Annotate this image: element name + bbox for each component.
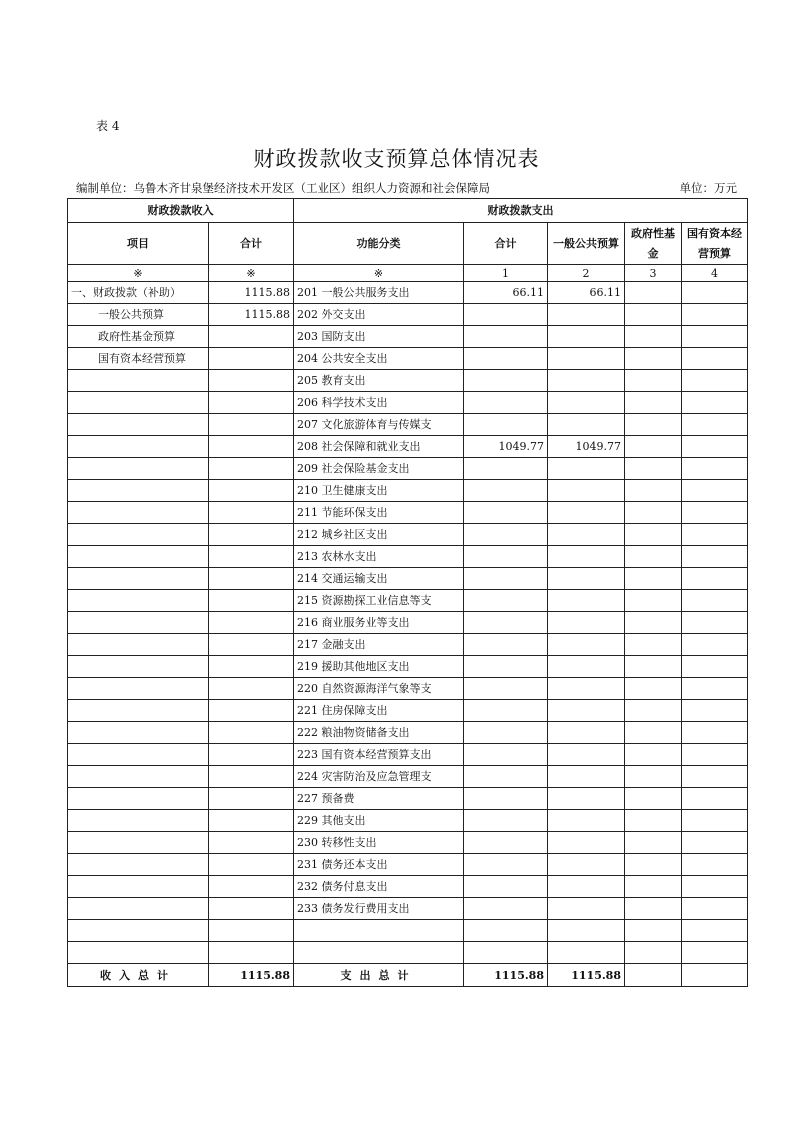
table-row bbox=[68, 788, 748, 810]
index-cell: ※ bbox=[68, 265, 209, 282]
gov-fund-cell bbox=[625, 502, 682, 524]
income-total-cell bbox=[209, 414, 294, 436]
table-row bbox=[68, 282, 748, 304]
income-item-cell bbox=[68, 370, 209, 392]
page-title: 财政拨款收支预算总体情况表 bbox=[253, 147, 540, 171]
income-total-cell: 1115.88 bbox=[209, 964, 294, 987]
income-item-cell bbox=[68, 700, 209, 722]
function-class-cell: 232 债务付息支出 bbox=[294, 876, 464, 898]
income-total-cell bbox=[209, 722, 294, 744]
table-row bbox=[68, 832, 748, 854]
expense-total-cell bbox=[464, 854, 548, 876]
gov-fund-cell bbox=[625, 568, 682, 590]
income-total-cell bbox=[209, 898, 294, 920]
function-class-cell: 204 公共安全支出 bbox=[294, 348, 464, 370]
income-item-cell bbox=[68, 810, 209, 832]
index-cell: 3 bbox=[625, 265, 682, 282]
general-budget-cell bbox=[548, 898, 625, 920]
header-gov-fund: 政府性基金 bbox=[625, 223, 682, 265]
general-budget-cell bbox=[548, 304, 625, 326]
gov-fund-cell bbox=[625, 942, 682, 964]
table-row bbox=[68, 766, 748, 788]
function-class-cell: 224 灾害防治及应急管理支 bbox=[294, 766, 464, 788]
gov-fund-cell bbox=[625, 678, 682, 700]
table-row bbox=[68, 326, 748, 348]
income-item-cell: 国有资本经营预算 bbox=[68, 348, 209, 370]
expense-total-cell bbox=[464, 524, 548, 546]
income-total-cell bbox=[209, 656, 294, 678]
income-item-cell bbox=[68, 480, 209, 502]
header-function-class: 功能分类 bbox=[294, 223, 464, 265]
general-budget-cell bbox=[548, 920, 625, 942]
gov-fund-cell bbox=[625, 876, 682, 898]
income-item-cell bbox=[68, 392, 209, 414]
general-budget-cell bbox=[548, 810, 625, 832]
gov-fund-cell bbox=[625, 590, 682, 612]
table-row bbox=[68, 392, 748, 414]
state-capital-cell bbox=[682, 282, 748, 304]
table-row bbox=[68, 700, 748, 722]
gov-fund-cell bbox=[625, 524, 682, 546]
general-budget-cell bbox=[548, 788, 625, 810]
general-budget-cell bbox=[548, 854, 625, 876]
income-total-cell bbox=[209, 392, 294, 414]
expense-total-cell bbox=[464, 348, 548, 370]
function-class-cell bbox=[294, 942, 464, 964]
table-row bbox=[68, 458, 748, 480]
income-total-cell bbox=[209, 436, 294, 458]
gov-fund-cell bbox=[625, 700, 682, 722]
state-capital-cell bbox=[682, 568, 748, 590]
income-item-cell bbox=[68, 634, 209, 656]
state-capital-cell bbox=[682, 502, 748, 524]
state-capital-cell bbox=[682, 920, 748, 942]
gov-fund-cell bbox=[625, 304, 682, 326]
state-capital-cell bbox=[682, 546, 748, 568]
expense-total-cell bbox=[464, 370, 548, 392]
expense-total-cell bbox=[464, 326, 548, 348]
totals-row bbox=[68, 964, 748, 987]
income-item-cell bbox=[68, 678, 209, 700]
income-total-cell bbox=[209, 502, 294, 524]
income-item-cell: 一、财政拨款（补助） bbox=[68, 282, 209, 304]
general-budget-cell bbox=[548, 524, 625, 546]
expense-total-cell: 1049.77 bbox=[464, 436, 548, 458]
function-class-cell: 213 农林水支出 bbox=[294, 546, 464, 568]
income-item-cell bbox=[68, 458, 209, 480]
gov-fund-cell bbox=[625, 898, 682, 920]
income-item-cell bbox=[68, 744, 209, 766]
income-item-cell bbox=[68, 656, 209, 678]
income-item-cell bbox=[68, 502, 209, 524]
general-budget-cell bbox=[548, 568, 625, 590]
state-capital-cell bbox=[682, 810, 748, 832]
table-row bbox=[68, 568, 748, 590]
general-budget-cell bbox=[548, 370, 625, 392]
general-budget-cell bbox=[548, 832, 625, 854]
table-row bbox=[68, 370, 748, 392]
expense-total-cell bbox=[464, 766, 548, 788]
income-total-cell bbox=[209, 612, 294, 634]
income-total-cell bbox=[209, 568, 294, 590]
expense-total-cell bbox=[464, 568, 548, 590]
table-row bbox=[68, 436, 748, 458]
index-cell: 4 bbox=[682, 265, 748, 282]
income-item-cell: 一般公共预算 bbox=[68, 304, 209, 326]
table-row bbox=[68, 854, 748, 876]
table-row bbox=[68, 942, 748, 964]
income-total-cell bbox=[209, 832, 294, 854]
expense-total-cell bbox=[464, 810, 548, 832]
gov-fund-cell bbox=[625, 832, 682, 854]
state-capital-cell bbox=[682, 854, 748, 876]
state-capital-cell bbox=[682, 304, 748, 326]
header-income-total: 合计 bbox=[209, 223, 294, 265]
gov-fund-cell bbox=[625, 810, 682, 832]
income-total-cell bbox=[209, 788, 294, 810]
income-total-cell bbox=[209, 854, 294, 876]
income-item-cell bbox=[68, 524, 209, 546]
income-total-cell bbox=[209, 766, 294, 788]
expense-total-cell: 1115.88 bbox=[464, 964, 548, 987]
function-class-cell: 229 其他支出 bbox=[294, 810, 464, 832]
table-row bbox=[68, 546, 748, 568]
state-capital-cell bbox=[682, 788, 748, 810]
expense-total-cell bbox=[464, 700, 548, 722]
gov-fund-cell bbox=[625, 722, 682, 744]
state-capital-cell bbox=[682, 370, 748, 392]
table-row bbox=[68, 480, 748, 502]
function-class-cell: 223 国有资本经营预算支出 bbox=[294, 744, 464, 766]
gov-fund-cell bbox=[625, 612, 682, 634]
income-item-cell bbox=[68, 436, 209, 458]
gov-fund-cell bbox=[625, 546, 682, 568]
expense-total-cell bbox=[464, 876, 548, 898]
expense-total-cell bbox=[464, 590, 548, 612]
income-total-cell bbox=[209, 810, 294, 832]
income-total-cell: 1115.88 bbox=[209, 282, 294, 304]
function-class-cell: 222 粮油物资储备支出 bbox=[294, 722, 464, 744]
income-total-cell bbox=[209, 348, 294, 370]
gov-fund-cell bbox=[625, 854, 682, 876]
gov-fund-cell bbox=[625, 348, 682, 370]
income-total-cell: 1115.88 bbox=[209, 304, 294, 326]
gov-fund-cell bbox=[625, 634, 682, 656]
table-row bbox=[68, 348, 748, 370]
function-class-cell: 227 预备费 bbox=[294, 788, 464, 810]
general-budget-cell: 1049.77 bbox=[548, 436, 625, 458]
function-class-cell: 207 文化旅游体育与传媒支 bbox=[294, 414, 464, 436]
expense-total-cell bbox=[464, 678, 548, 700]
index-cell: ※ bbox=[294, 265, 464, 282]
organization-label: 编制单位：乌鲁木齐甘泉堡经济技术开发区（工业区）组织人力资源和社会保障局 bbox=[76, 181, 490, 195]
index-row bbox=[68, 265, 748, 282]
expense-total-cell bbox=[464, 480, 548, 502]
gov-fund-cell bbox=[625, 414, 682, 436]
general-budget-cell bbox=[548, 480, 625, 502]
function-class-cell: 208 社会保障和就业支出 bbox=[294, 436, 464, 458]
state-capital-cell bbox=[682, 414, 748, 436]
general-budget-cell: 1115.88 bbox=[548, 964, 625, 987]
general-budget-cell bbox=[548, 326, 625, 348]
income-total-cell bbox=[209, 590, 294, 612]
income-total-cell bbox=[209, 678, 294, 700]
state-capital-cell bbox=[682, 326, 748, 348]
income-total-label: 收入总计 bbox=[68, 964, 209, 987]
expense-total-cell bbox=[464, 832, 548, 854]
income-total-cell bbox=[209, 876, 294, 898]
general-budget-cell bbox=[548, 458, 625, 480]
gov-fund-cell bbox=[625, 436, 682, 458]
gov-fund-cell bbox=[625, 480, 682, 502]
expense-total-cell bbox=[464, 392, 548, 414]
function-class-cell: 231 债务还本支出 bbox=[294, 854, 464, 876]
state-capital-cell bbox=[682, 898, 748, 920]
expense-total-cell: 66.11 bbox=[464, 282, 548, 304]
expense-total-cell bbox=[464, 920, 548, 942]
state-capital-cell bbox=[682, 436, 748, 458]
gov-fund-cell bbox=[625, 326, 682, 348]
header-state-capital: 国有资本经营预算 bbox=[682, 223, 748, 265]
table-row bbox=[68, 414, 748, 436]
gov-fund-cell bbox=[625, 964, 682, 987]
expense-total-cell bbox=[464, 414, 548, 436]
index-cell: 1 bbox=[464, 265, 548, 282]
function-class-cell: 211 节能环保支出 bbox=[294, 502, 464, 524]
gov-fund-cell bbox=[625, 744, 682, 766]
function-class-cell: 216 商业服务业等支出 bbox=[294, 612, 464, 634]
table-row bbox=[68, 876, 748, 898]
index-cell: 2 bbox=[548, 265, 625, 282]
state-capital-cell bbox=[682, 766, 748, 788]
header-expense-total: 合计 bbox=[464, 223, 548, 265]
function-class-cell: 221 住房保障支出 bbox=[294, 700, 464, 722]
income-item-cell bbox=[68, 788, 209, 810]
function-class-cell: 233 债务发行费用支出 bbox=[294, 898, 464, 920]
table-row bbox=[68, 590, 748, 612]
general-budget-cell: 66.11 bbox=[548, 282, 625, 304]
header-item: 项目 bbox=[68, 223, 209, 265]
gov-fund-cell bbox=[625, 766, 682, 788]
expense-total-label: 支出总计 bbox=[294, 964, 464, 987]
gov-fund-cell bbox=[625, 458, 682, 480]
expense-total-cell bbox=[464, 502, 548, 524]
general-budget-cell bbox=[548, 612, 625, 634]
income-item-cell bbox=[68, 722, 209, 744]
table-row bbox=[68, 898, 748, 920]
general-budget-cell bbox=[548, 700, 625, 722]
general-budget-cell bbox=[548, 634, 625, 656]
income-total-cell bbox=[209, 700, 294, 722]
header-row-columns bbox=[68, 223, 748, 265]
function-class-cell: 210 卫生健康支出 bbox=[294, 480, 464, 502]
table-row bbox=[68, 920, 748, 942]
function-class-cell: 214 交通运输支出 bbox=[294, 568, 464, 590]
income-total-cell bbox=[209, 744, 294, 766]
expense-total-cell bbox=[464, 612, 548, 634]
state-capital-cell bbox=[682, 678, 748, 700]
state-capital-cell bbox=[682, 348, 748, 370]
general-budget-cell bbox=[548, 722, 625, 744]
income-item-cell: 政府性基金预算 bbox=[68, 326, 209, 348]
state-capital-cell bbox=[682, 612, 748, 634]
general-budget-cell bbox=[548, 546, 625, 568]
function-class-cell: 203 国防支出 bbox=[294, 326, 464, 348]
expense-total-cell bbox=[464, 634, 548, 656]
table-row bbox=[68, 810, 748, 832]
table-row bbox=[68, 612, 748, 634]
state-capital-cell bbox=[682, 392, 748, 414]
expense-total-cell bbox=[464, 942, 548, 964]
state-capital-cell bbox=[682, 744, 748, 766]
table-row bbox=[68, 304, 748, 326]
function-class-cell: 209 社会保险基金支出 bbox=[294, 458, 464, 480]
general-budget-cell bbox=[548, 766, 625, 788]
state-capital-cell bbox=[682, 656, 748, 678]
table-row bbox=[68, 634, 748, 656]
function-class-cell: 201 一般公共服务支出 bbox=[294, 282, 464, 304]
state-capital-cell bbox=[682, 634, 748, 656]
state-capital-cell bbox=[682, 700, 748, 722]
gov-fund-cell bbox=[625, 656, 682, 678]
function-class-cell: 205 教育支出 bbox=[294, 370, 464, 392]
function-class-cell: 202 外交支出 bbox=[294, 304, 464, 326]
income-item-cell bbox=[68, 590, 209, 612]
state-capital-cell bbox=[682, 942, 748, 964]
expense-total-cell bbox=[464, 722, 548, 744]
income-item-cell bbox=[68, 414, 209, 436]
function-class-cell: 217 金融支出 bbox=[294, 634, 464, 656]
table-number: 表 4 bbox=[96, 119, 120, 133]
income-total-cell bbox=[209, 634, 294, 656]
expense-total-cell bbox=[464, 546, 548, 568]
income-item-cell bbox=[68, 766, 209, 788]
income-item-cell bbox=[68, 942, 209, 964]
expense-total-cell bbox=[464, 304, 548, 326]
gov-fund-cell bbox=[625, 920, 682, 942]
general-budget-cell bbox=[548, 744, 625, 766]
income-item-cell bbox=[68, 612, 209, 634]
table-row bbox=[68, 678, 748, 700]
header-income: 财政拨款收入 bbox=[68, 199, 294, 223]
state-capital-cell bbox=[682, 458, 748, 480]
income-item-cell bbox=[68, 920, 209, 942]
general-budget-cell bbox=[548, 502, 625, 524]
function-class-cell: 206 科学技术支出 bbox=[294, 392, 464, 414]
income-total-cell bbox=[209, 920, 294, 942]
general-budget-cell bbox=[548, 392, 625, 414]
function-class-cell: 215 资源勘探工业信息等支 bbox=[294, 590, 464, 612]
gov-fund-cell bbox=[625, 788, 682, 810]
general-budget-cell bbox=[548, 414, 625, 436]
state-capital-cell bbox=[682, 524, 748, 546]
income-item-cell bbox=[68, 898, 209, 920]
expense-total-cell bbox=[464, 458, 548, 480]
general-budget-cell bbox=[548, 590, 625, 612]
table-row bbox=[68, 722, 748, 744]
general-budget-cell bbox=[548, 942, 625, 964]
income-total-cell bbox=[209, 480, 294, 502]
income-total-cell bbox=[209, 458, 294, 480]
table-row bbox=[68, 744, 748, 766]
income-item-cell bbox=[68, 546, 209, 568]
header-general-budget: 一般公共预算 bbox=[548, 223, 625, 265]
state-capital-cell bbox=[682, 876, 748, 898]
table-row bbox=[68, 656, 748, 678]
state-capital-cell bbox=[682, 722, 748, 744]
function-class-cell: 220 自然资源海洋气象等支 bbox=[294, 678, 464, 700]
table-row bbox=[68, 502, 748, 524]
function-class-cell bbox=[294, 920, 464, 942]
header-expense: 财政拨款支出 bbox=[294, 199, 748, 223]
gov-fund-cell bbox=[625, 282, 682, 304]
header-row-groups bbox=[68, 199, 748, 223]
expense-total-cell bbox=[464, 656, 548, 678]
income-item-cell bbox=[68, 832, 209, 854]
function-class-cell: 230 转移性支出 bbox=[294, 832, 464, 854]
expense-total-cell bbox=[464, 744, 548, 766]
budget-table bbox=[67, 198, 748, 987]
expense-total-cell bbox=[464, 788, 548, 810]
income-total-cell bbox=[209, 942, 294, 964]
function-class-cell: 219 援助其他地区支出 bbox=[294, 656, 464, 678]
income-total-cell bbox=[209, 546, 294, 568]
gov-fund-cell bbox=[625, 370, 682, 392]
index-cell: ※ bbox=[209, 265, 294, 282]
expense-total-cell bbox=[464, 898, 548, 920]
state-capital-cell bbox=[682, 480, 748, 502]
general-budget-cell bbox=[548, 348, 625, 370]
income-total-cell bbox=[209, 326, 294, 348]
general-budget-cell bbox=[548, 656, 625, 678]
income-item-cell bbox=[68, 854, 209, 876]
income-total-cell bbox=[209, 370, 294, 392]
function-class-cell: 212 城乡社区支出 bbox=[294, 524, 464, 546]
income-item-cell bbox=[68, 568, 209, 590]
gov-fund-cell bbox=[625, 392, 682, 414]
table-row bbox=[68, 524, 748, 546]
currency-unit-label: 单位：万元 bbox=[679, 181, 737, 195]
general-budget-cell bbox=[548, 876, 625, 898]
state-capital-cell bbox=[682, 964, 748, 987]
state-capital-cell bbox=[682, 590, 748, 612]
income-total-cell bbox=[209, 524, 294, 546]
general-budget-cell bbox=[548, 678, 625, 700]
income-item-cell bbox=[68, 876, 209, 898]
state-capital-cell bbox=[682, 832, 748, 854]
